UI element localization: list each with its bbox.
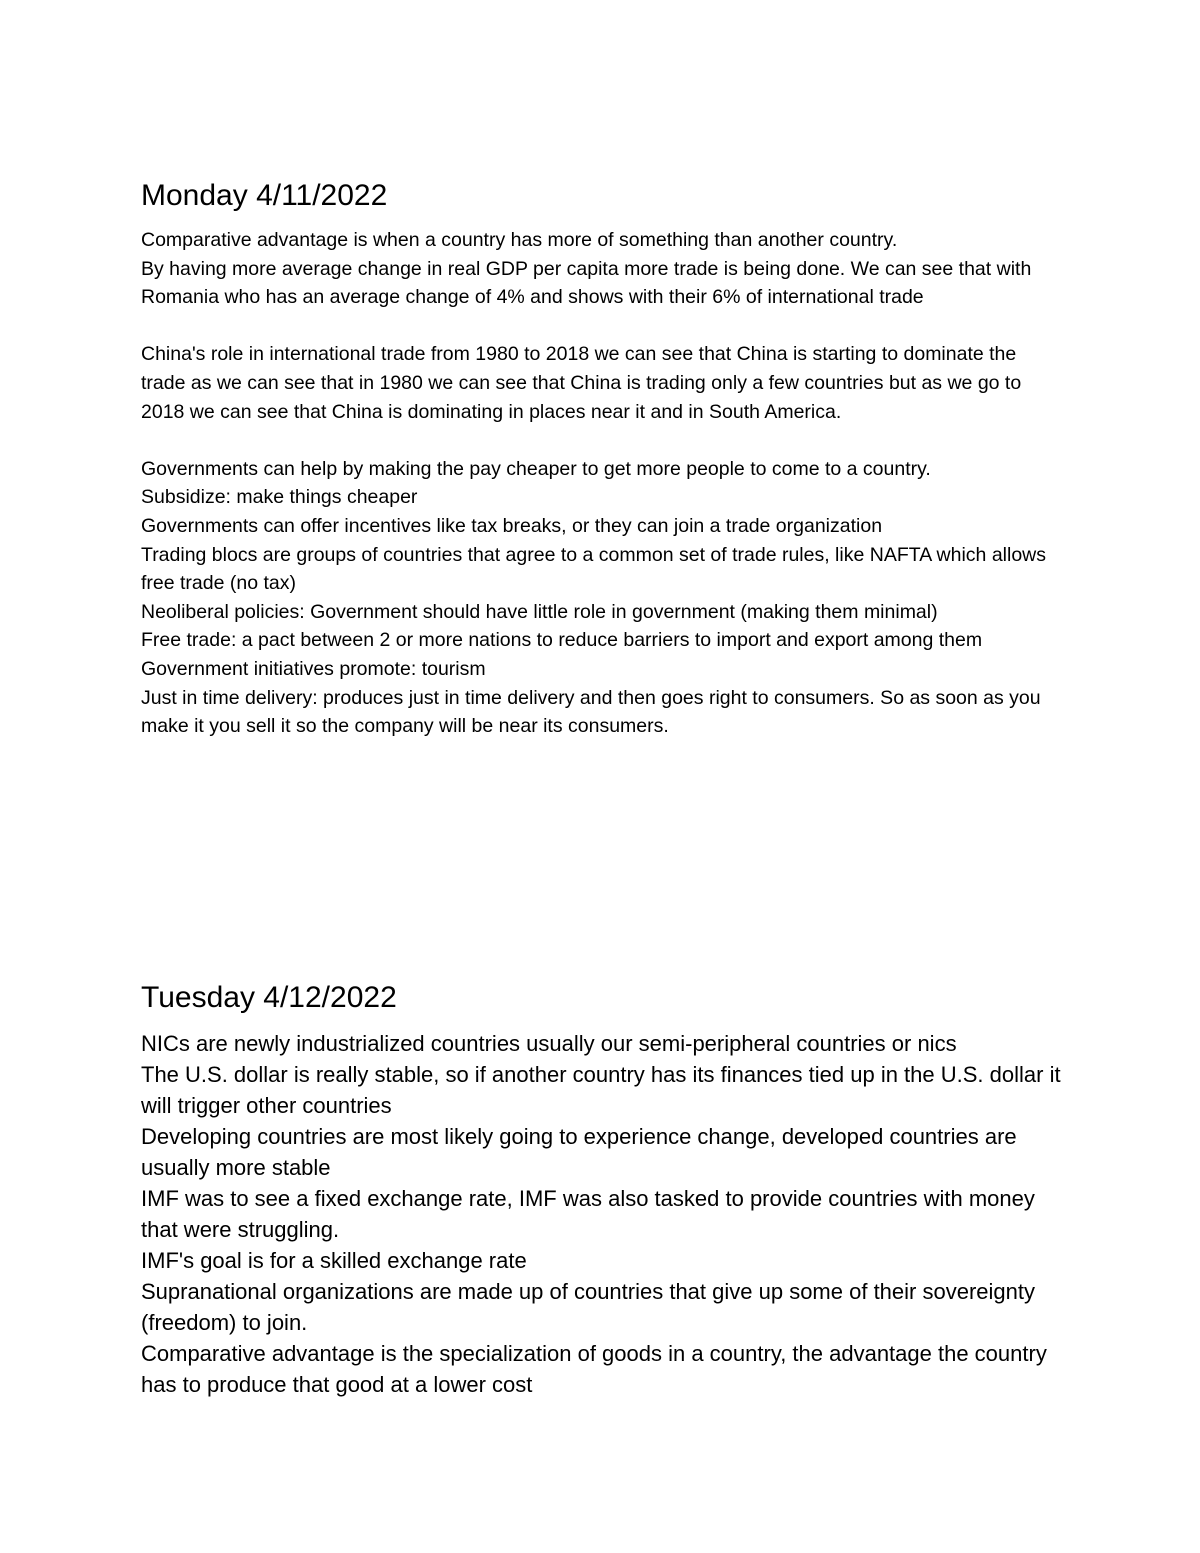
section-tuesday <box>141 978 1061 1400</box>
paragraph: Governments can help by making the pay cheaper to get more people to come to a country. <box>141 457 931 480</box>
heading-tuesday: Tuesday 4/12/2022 <box>141 981 397 1014</box>
heading-monday: Monday 4/11/2022 <box>141 179 388 212</box>
paragraph: China's role in international trade from 1980 to 2018 we can see that China is starting to dominate the trade as we can see that in 1980 we can see that China is trading only a few countries but as we go to 2018 we can see that China is dominating in places near it and in South America. <box>141 343 1022 423</box>
paragraph: NICs are newly industrialized countries usually our semi-peripheral countries or nics <box>141 1031 957 1056</box>
paragraph: Government initiatives promote: tourism <box>141 657 486 680</box>
paragraph: Just in time delivery: produces just in time delivery and then goes right to consumers. So as soon as you make it you sell it so the company will be near its consumers. <box>141 686 1041 738</box>
paragraph: The U.S. dollar is really stable, so if another country has its finances tied up in the U.S. dollar it will trigger other countries <box>141 1062 1061 1118</box>
paragraph: By having more average change in real GDP per capita more trade is being done. We can see that with Romania who has an average change of 4% and shows with their 6% of international trade <box>141 257 1032 309</box>
paragraph: Comparative advantage is when a country has more of something than another country. <box>141 229 898 251</box>
paragraph: Governments can offer incentives like tax breaks, or they can join a trade organization <box>141 514 883 537</box>
paragraph: IMF's goal is for a skilled exchange rate <box>141 1248 527 1273</box>
blank-line <box>141 312 1061 341</box>
paragraph: Comparative advantage is the specialization of goods in a country, the advantage the country has to produce that good at a lower cost <box>141 1341 1047 1397</box>
paragraph: IMF was to see a fixed exchange rate, IMF was also tasked to provide countries with money that were struggling. <box>141 1186 1035 1242</box>
paragraph: Neoliberal policies: Government should have little role in government (making them minimal) <box>141 600 938 623</box>
blank-line <box>141 426 1061 455</box>
paragraph: Developing countries are most likely going to experience change, developed countries are usually more stable <box>141 1124 1017 1180</box>
section-monday <box>141 176 1061 741</box>
paragraph: Free trade: a pact between 2 or more nations to reduce barriers to import and export among them <box>141 629 983 652</box>
paragraph: Subsidize: make things cheaper <box>141 486 418 509</box>
paragraph: Trading blocs are groups of countries that agree to a common set of trade rules, like NAFTA which allows free trade (no tax) <box>141 543 1047 595</box>
paragraph: Supranational organizations are made up of countries that give up some of their sovereignty (freedom) to join. <box>141 1279 1035 1335</box>
